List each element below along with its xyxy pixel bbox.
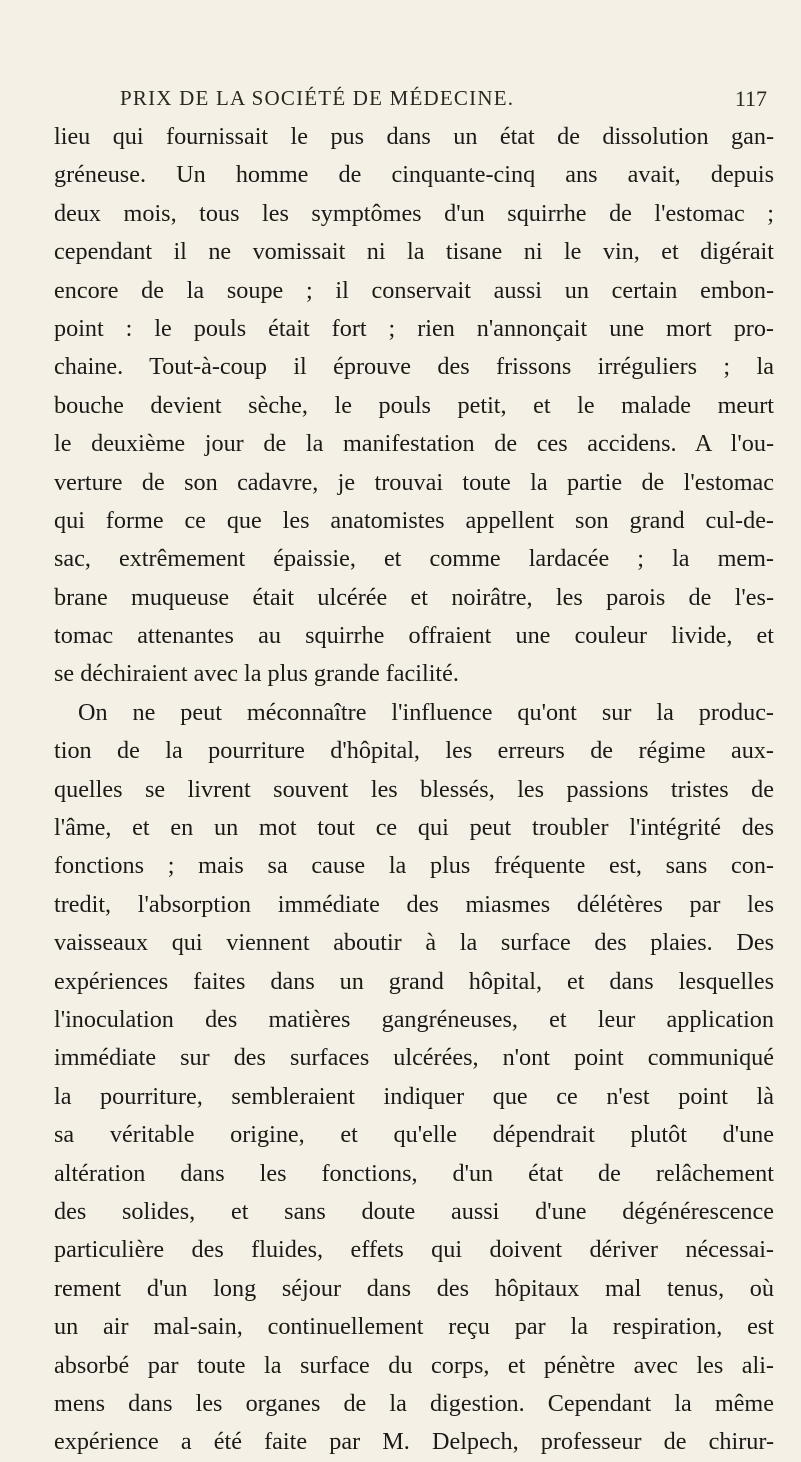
- text-line: sa véritable origine, et qu'elle dépendrait plutôt d'une: [54, 1121, 774, 1149]
- text-line: chaine. Tout-à-coup il éprouve des frissons irréguliers ; la: [54, 353, 774, 381]
- text-line: gréneuse. Un homme de cinquante-cinq ans avait, depuis: [54, 161, 774, 189]
- text-line: vaisseaux qui viennent aboutir à la surface des plaies. Des: [54, 929, 774, 957]
- text-line: altération dans les fonctions, d'un état de relâchement: [54, 1159, 774, 1187]
- page-number: 117: [734, 86, 767, 111]
- text-line: expériences faites dans un grand hôpital, et dans lesquelles: [54, 967, 774, 995]
- text-line: verture de son cadavre, je trouvai toute la partie de l'estomac: [54, 468, 774, 496]
- text-line: cependant il ne vomissait ni la tisane ni le vin, et digérait: [54, 238, 774, 266]
- text-line: deux mois, tous les symptômes d'un squirrhe de l'estomac ;: [54, 199, 774, 227]
- text-line: brane muqueuse était ulcérée et noirâtre, les parois de l'es-: [54, 583, 774, 611]
- text-line: point : le pouls était fort ; rien n'annonçait une mort pro-: [54, 314, 774, 342]
- text-line: mens dans les organes de la digestion. Cependant la même: [54, 1389, 774, 1417]
- running-title: PRIX DE LA SOCIÉTÉ DE MÉDECINE.: [120, 86, 515, 110]
- text-line: sac, extrêmement épaissie, et comme lardacée ; la mem-: [54, 545, 774, 573]
- body-text: [54, 118, 774, 1462]
- text-line: lieu qui fournissait le pus dans un état de dissolution gan-: [54, 123, 774, 150]
- text-line: absorbé par toute la surface du corps, et pénètre avec les ali-: [54, 1351, 774, 1379]
- text-line: bouche devient sèche, le pouls petit, et le malade meurt: [54, 391, 774, 419]
- text-line: rement d'un long séjour dans des hôpitaux mal tenus, où: [54, 1274, 774, 1302]
- text-line: la pourriture, sembleraient indiquer que ce n'est point là: [54, 1082, 774, 1110]
- text-line: se déchiraient avec la plus grande facilité.: [54, 660, 459, 688]
- running-header: [52, 86, 767, 116]
- text-line: l'inoculation des matières gangréneuses, et leur application: [54, 1005, 774, 1033]
- text-line: un air mal-sain, continuellement reçu par la respiration, est: [54, 1313, 774, 1341]
- text-line: quelles se livrent souvent les blessés, les passions tristes de: [54, 775, 774, 803]
- text-line: tion de la pourriture d'hôpital, les erreurs de régime aux-: [54, 737, 774, 765]
- text-line: On ne peut méconnaître l'influence qu'ont sur la produc-: [78, 698, 774, 726]
- text-line: le deuxième jour de la manifestation de ces accidens. A l'ou-: [54, 430, 774, 458]
- text-line: tomac attenantes au squirrhe offraient une couleur livide, et: [54, 622, 774, 650]
- text-line: fonctions ; mais sa cause la plus fréquente est, sans con-: [54, 852, 774, 880]
- text-line: encore de la soupe ; il conservait aussi un certain embon-: [54, 276, 774, 304]
- text-line: qui forme ce que les anatomistes appellent son grand cul-de-: [54, 506, 774, 534]
- text-line: particulière des fluides, effets qui doivent dériver nécessai-: [54, 1236, 774, 1264]
- text-line: des solides, et sans doute aussi d'une dégénérescence: [54, 1197, 774, 1225]
- text-line: expérience a été faite par M. Delpech, professeur de chirur-: [54, 1428, 774, 1456]
- text-line: immédiate sur des surfaces ulcérées, n'ont point communiqué: [54, 1044, 774, 1072]
- text-line: l'âme, et en un mot tout ce qui peut troubler l'intégrité des: [54, 814, 774, 842]
- text-line: tredit, l'absorption immédiate des miasmes délétères par les: [54, 890, 774, 918]
